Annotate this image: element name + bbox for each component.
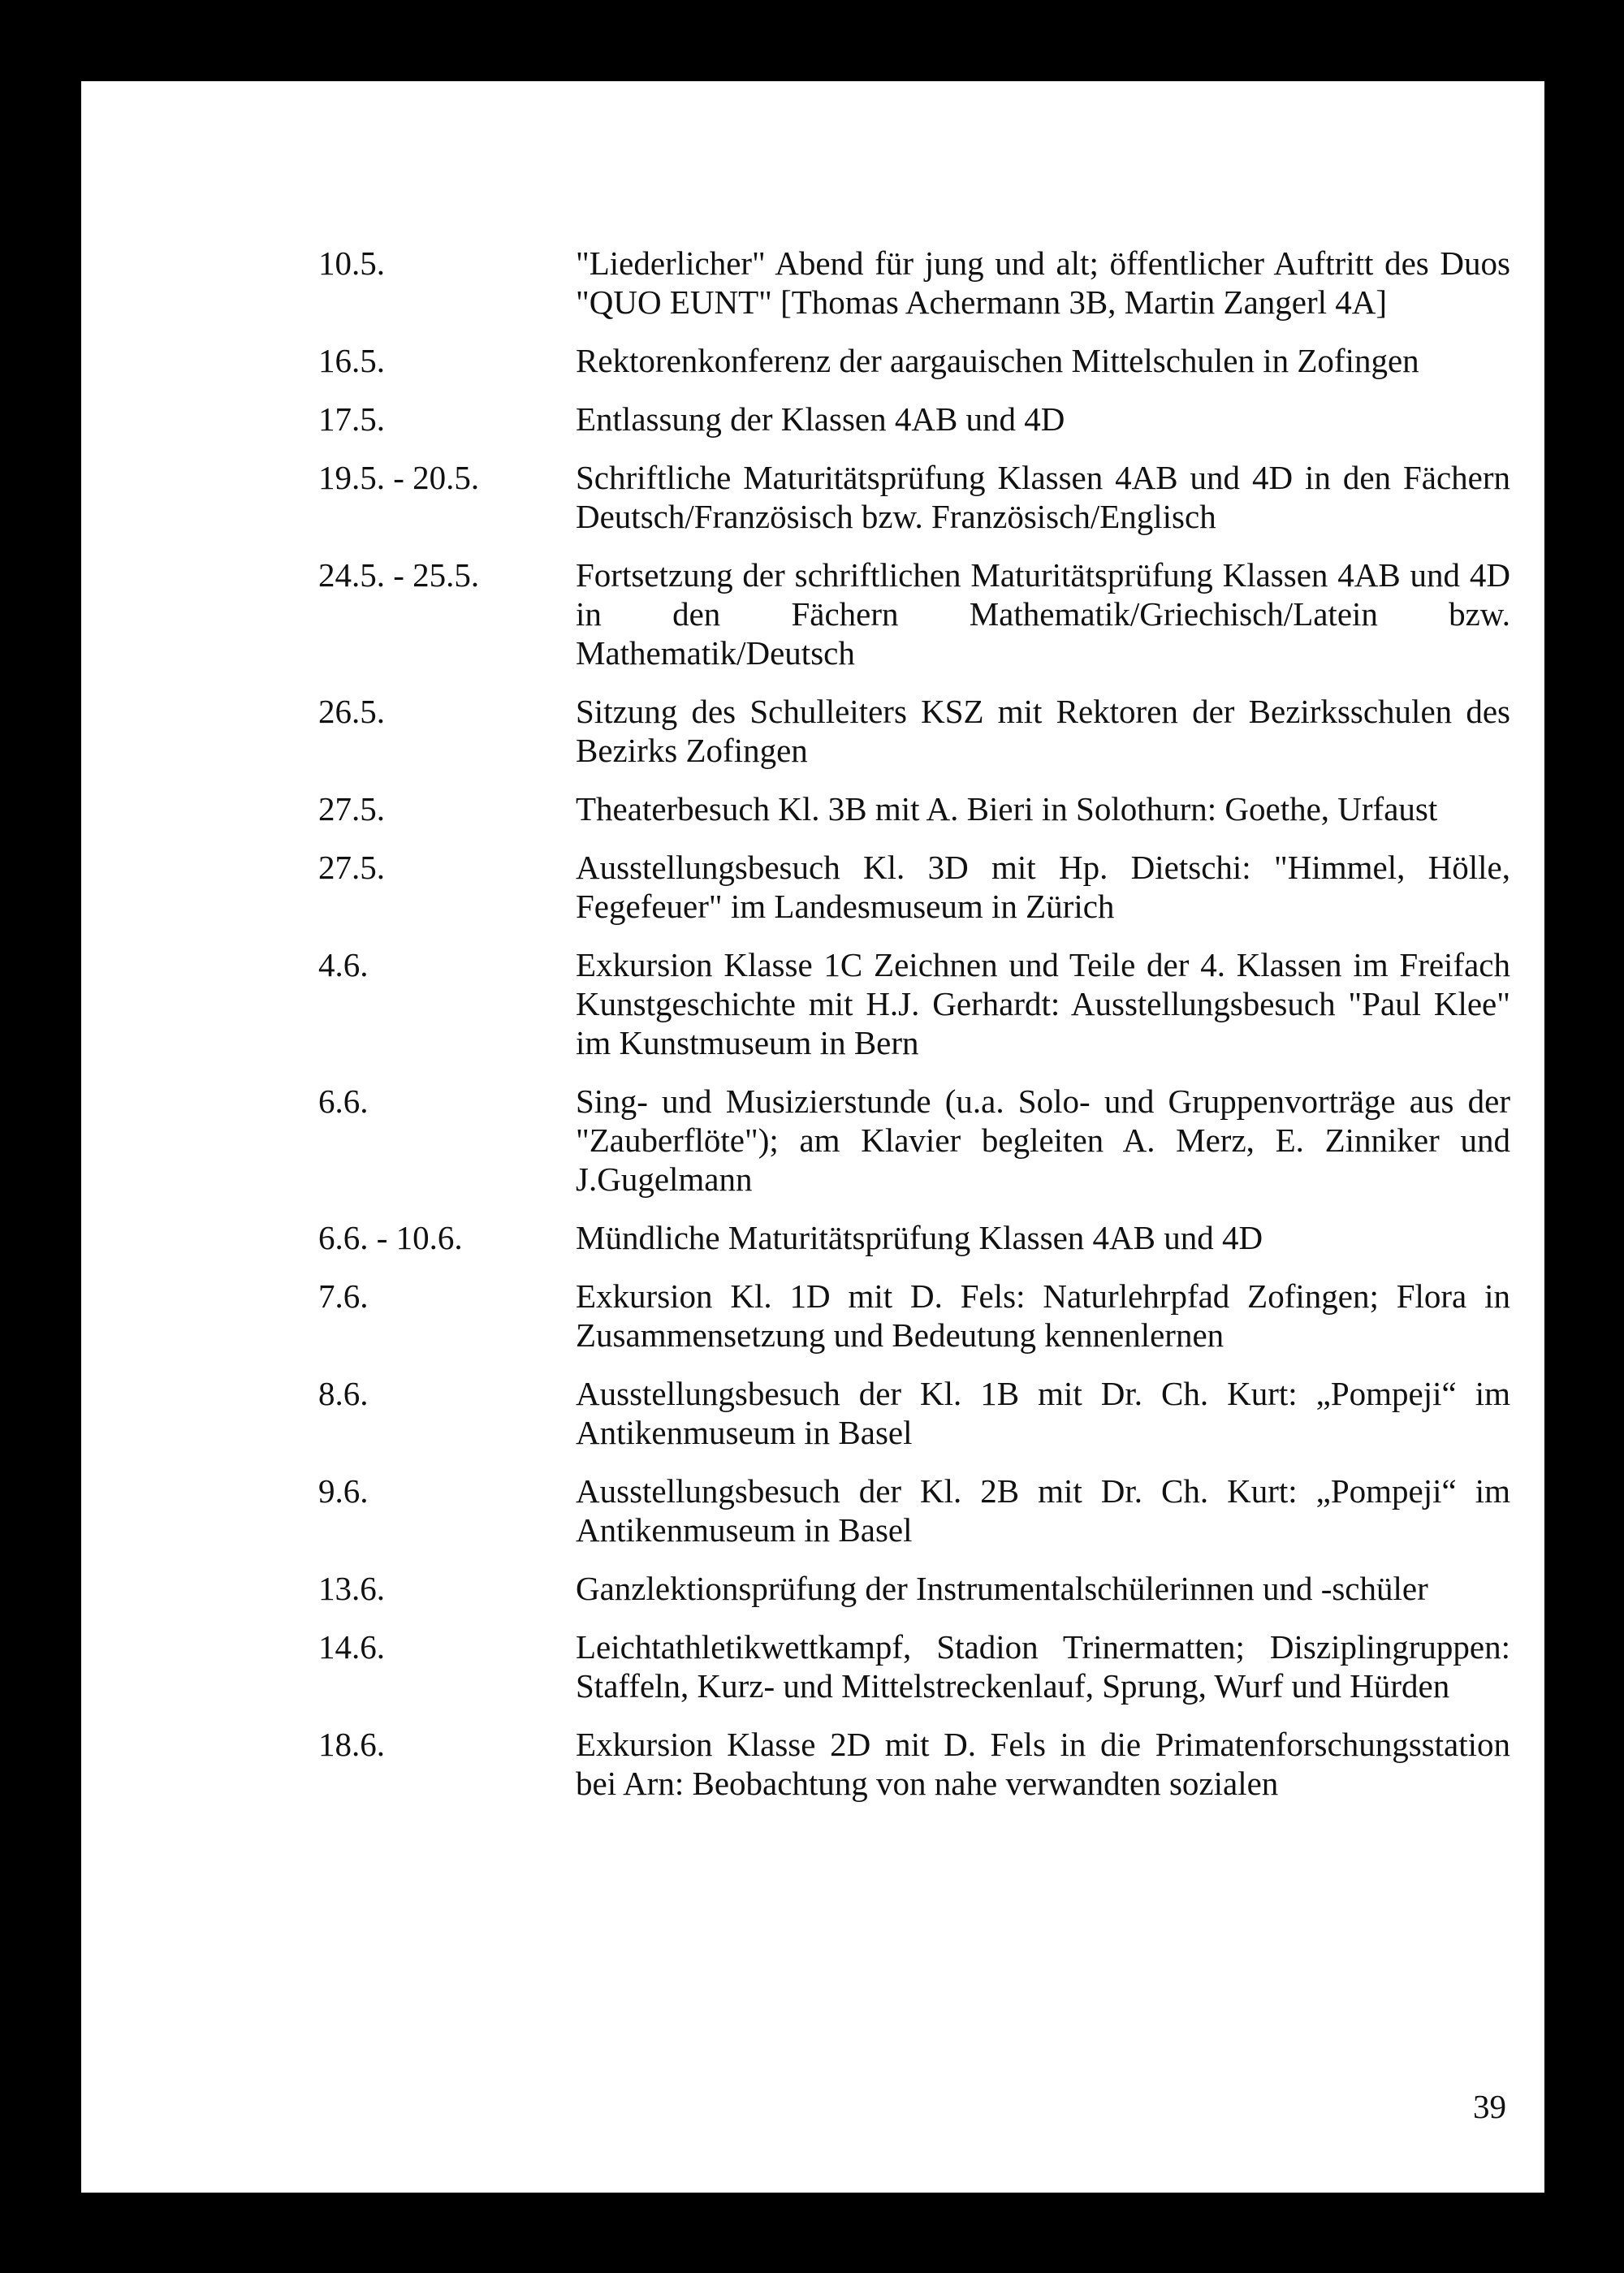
entry-text: Mündliche Maturitätsprüfung Klassen 4AB und 4D <box>576 1219 1263 1256</box>
entry-date: 10.5. <box>318 244 385 282</box>
chronicle-entry <box>318 1569 1510 1608</box>
entry-date: 27.5. <box>318 790 385 828</box>
entry-date: 26.5. <box>318 693 385 730</box>
entry-text: Sitzung des Schulleiters KSZ mit Rektoren der Bezirksschulen des Bezirks Zofingen <box>576 693 1510 769</box>
entry-date: 17.5. <box>318 400 385 438</box>
entry-date: 7.6. <box>318 1277 369 1315</box>
entry-date: 18.6. <box>318 1726 385 1763</box>
chronicle-entry <box>318 341 1510 380</box>
chronicle-entry <box>318 244 1510 322</box>
entry-date: 13.6. <box>318 1570 385 1607</box>
entry-text: Exkursion Kl. 1D mit D. Fels: Naturlehrpfad Zofingen; Flora in Zusammensetzung und Bedeutung kennenlernen <box>576 1277 1510 1354</box>
chronicle-entry <box>318 945 1510 1062</box>
chronicle-entry <box>318 1082 1510 1199</box>
entry-text: Ausstellungsbesuch der Kl. 1B mit Dr. Ch. Kurt: „Pompeji“ im Antikenmuseum in Basel <box>576 1375 1510 1451</box>
entry-text: Schriftliche Maturitätsprüfung Klassen 4AB und 4D in den Fächern Deutsch/Französisch bzw. Französisch/Englisch <box>576 459 1510 535</box>
chronicle-entry <box>318 1471 1510 1549</box>
entry-text: Theaterbesuch Kl. 3B mit A. Bieri in Solothurn: Goethe, Urfaust <box>576 790 1438 828</box>
entry-date: 14.6. <box>318 1628 385 1666</box>
page-number: 39 <box>1473 2088 1506 2125</box>
entry-text: "Liederlicher" Abend für jung und alt; öffentlicher Auftritt des Duos "QUO EUNT" [Thomas Achermann 3B, Martin Zangerl 4A] <box>576 244 1510 321</box>
entry-text: Exkursion Klasse 2D mit D. Fels in die Primatenforschungsstation bei Arn: Beobachtung von nahe verwandten sozialen <box>576 1726 1510 1802</box>
chronicle-entry <box>318 789 1510 828</box>
chronicle-entry <box>318 848 1510 926</box>
chronicle-entry <box>318 458 1510 536</box>
entry-date: 16.5. <box>318 342 385 379</box>
document-page <box>81 81 1544 2193</box>
entry-text: Ausstellungsbesuch Kl. 3D mit Hp. Dietschi: "Himmel, Hölle, Fegefeuer" im Landesmuseum in Zürich <box>576 849 1510 925</box>
entry-text: Ausstellungsbesuch der Kl. 2B mit Dr. Ch. Kurt: „Pompeji“ im Antikenmuseum in Basel <box>576 1472 1510 1549</box>
entry-text: Ganzlektionsprüfung der Instrumentalschülerinnen und -schüler <box>576 1570 1428 1607</box>
entry-date: 24.5. - 25.5. <box>318 556 480 594</box>
entry-text: Sing- und Musizierstunde (u.a. Solo- und Gruppenvorträge aus der "Zauberflöte"); am Klavier begleiten A. Merz, E. Zinniker und J.Gugelmann <box>576 1082 1510 1198</box>
entry-date: 8.6. <box>318 1375 369 1412</box>
entry-date: 27.5. <box>318 849 385 886</box>
entry-date: 6.6. - 10.6. <box>318 1219 463 1256</box>
chronicle-entry <box>318 1277 1510 1355</box>
chronicle-entry <box>318 1627 1510 1705</box>
chronicle-entry <box>318 555 1510 672</box>
entry-text: Exkursion Klasse 1C Zeichnen und Teile der 4. Klassen im Freifach Kunstgeschichte mit H.J. Gerhardt: Ausstellungsbesuch "Paul Klee" im Kunstmuseum in Bern <box>576 946 1510 1061</box>
chronicle-entry <box>318 1374 1510 1452</box>
chronicle-entry <box>318 1218 1510 1257</box>
entry-text: Leichtathletikwettkampf, Stadion Trinermatten; Disziplingruppen: Staffeln, Kurz- und Mittelstreckenlauf, Sprung, Wurf und Hürden <box>576 1628 1510 1705</box>
entry-text: Rektorenkonferenz der aargauischen Mittelschulen in Zofingen <box>576 342 1419 379</box>
entry-text: Fortsetzung der schriftlichen Maturitätsprüfung Klassen 4AB und 4D in den Fächern Mathematik/Griechisch/Latein bzw. Mathematik/Deutsch <box>576 556 1510 672</box>
entry-date: 9.6. <box>318 1472 369 1510</box>
chronicle-entry <box>318 400 1510 439</box>
entry-date: 4.6. <box>318 946 369 983</box>
entry-text: Entlassung der Klassen 4AB und 4D <box>576 400 1065 438</box>
chronicle-entry <box>318 692 1510 770</box>
chronicle-list <box>318 244 1510 1822</box>
entry-date: 6.6. <box>318 1082 369 1120</box>
chronicle-entry <box>318 1725 1510 1803</box>
entry-date: 19.5. - 20.5. <box>318 459 480 496</box>
